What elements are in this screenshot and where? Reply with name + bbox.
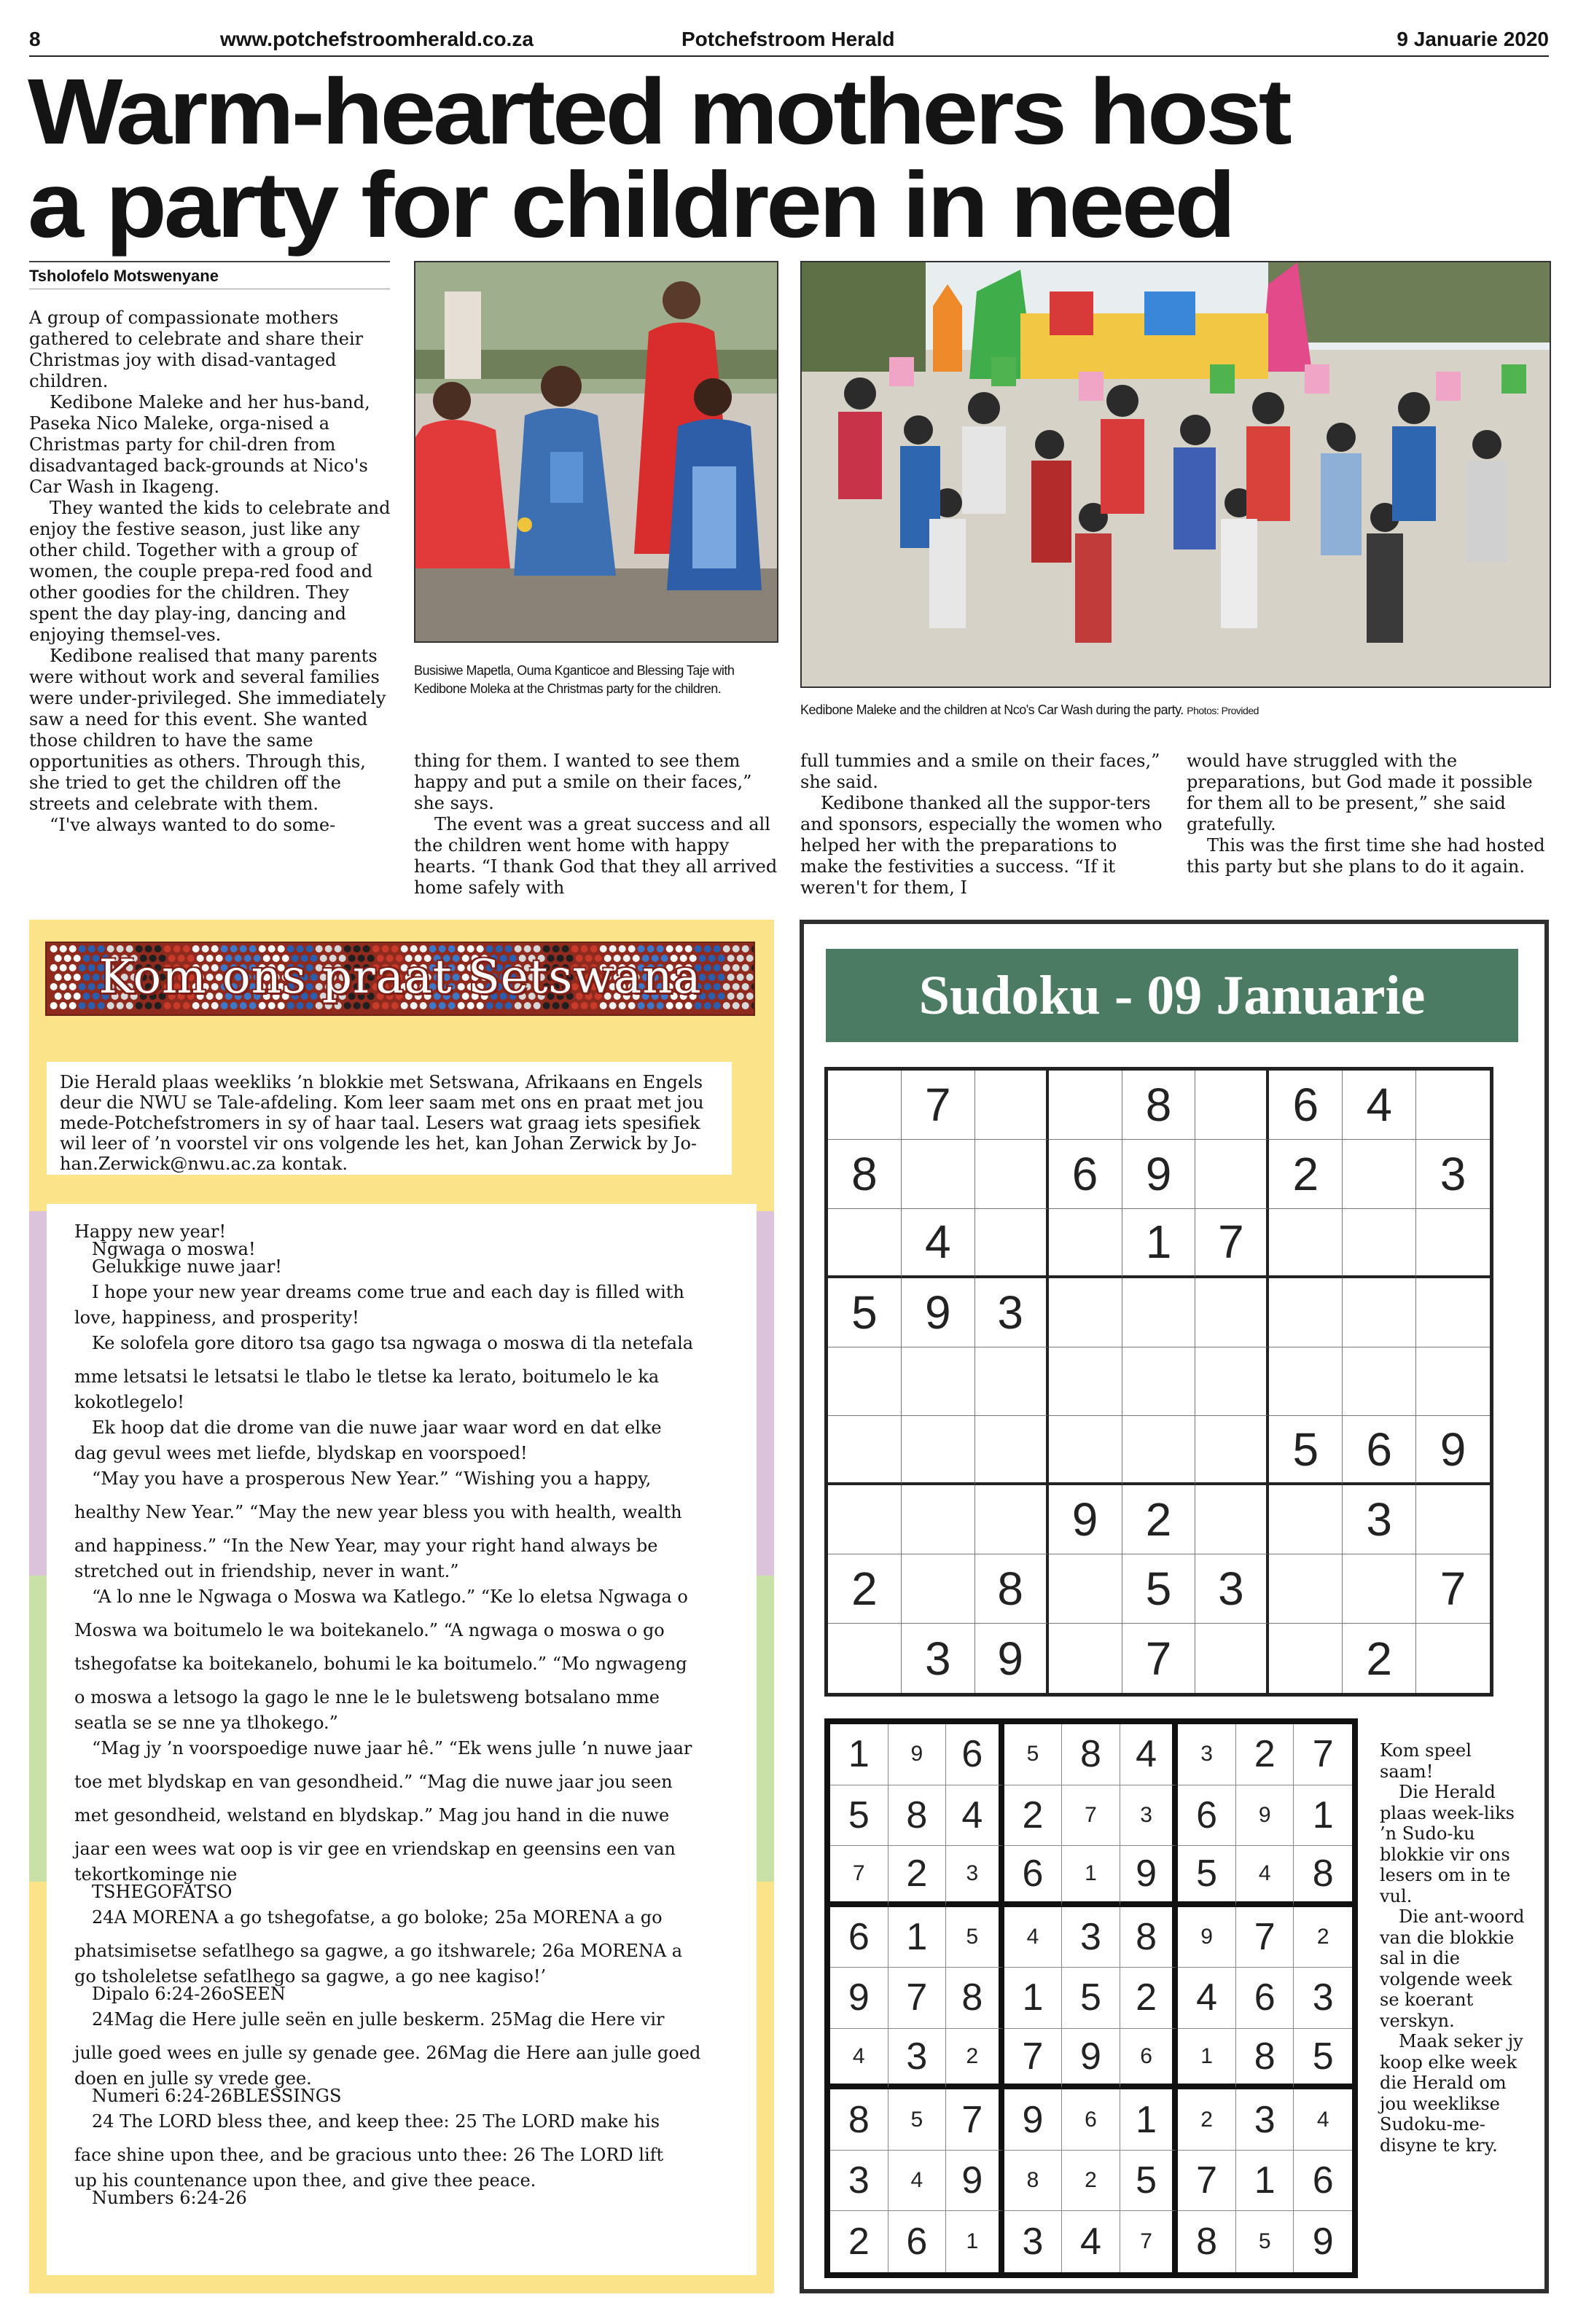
setswana-phrases [47,1204,757,2275]
website-url[interactable]: www.potchefstroomherald.co.za [220,28,534,50]
puzzle-cell[interactable]: 6 [1049,1140,1122,1209]
solution-cell: 3 [1236,2089,1294,2151]
paragraph: “I've always wanted to do some- [50,815,336,835]
phrase-line: Gelukkige nuwe jaar! [92,1256,282,1277]
solution-cell: 6 [888,2211,947,2272]
puzzle-cell[interactable] [1269,1347,1343,1417]
puzzle-cell[interactable] [1343,1347,1416,1417]
solution-cell: 2 [1294,1907,1352,1968]
solution-cell: 4 [1004,1907,1063,1968]
solution-cell: 8 [1178,2211,1236,2272]
solution-cell: 6 [946,1724,1004,1785]
solution-cell: 3 [1294,1968,1352,2029]
puzzle-cell[interactable]: 7 [1416,1554,1490,1624]
phrase-line: “Mag jy ’n voorspoedige nuwe jaar hê.” “Ek wens julle ’n nuwe jaar [92,1738,692,1758]
puzzle-cell[interactable]: 5 [828,1278,902,1347]
puzzle-cell[interactable] [1122,1347,1196,1417]
solution-cell: 1 [830,1724,888,1785]
phrase-line: doen en julle sy vrede gee. [74,2068,312,2089]
puzzle-cell[interactable] [828,1416,902,1485]
phrase-line: 24 The LORD bless thee, and keep thee: 25 The LORD make his [92,2111,660,2132]
puzzle-cell[interactable] [1269,1278,1343,1347]
phrase-line: “A lo nne le Ngwaga o Moswa wa Katlego.” “Ke lo eletsa Ngwaga o [92,1586,688,1607]
phrase-line: Numbers 6:24-26 [92,2188,247,2208]
paragraph: Kedibone Maleke and her hus-band, Paseka Nico Maleke, orga-nised a Christmas party for chil-dren from disadvantaged back-grounds at Nico's Car Wash in Ikageng. [29,392,370,497]
phrase-line: go tsholeletse sefatlhego sa gagwe, a go nee kagiso!’ [74,1966,547,1987]
phrase-line: dag gevul wees met liefde, blydskap en voorspoed! [74,1443,528,1463]
solution-cell: 7 [946,2089,1004,2151]
sudoku-solution-grid [824,1718,1358,2278]
phrase-line: face shine upon thee, and be gracious unto thee: 26 The LORD lift [74,2145,664,2165]
solution-cell: 3 [1178,1724,1236,1785]
solution-cell: 3 [888,2029,947,2090]
puzzle-cell[interactable]: 8 [1122,1071,1196,1140]
puzzle-cell[interactable] [1269,1209,1343,1278]
puzzle-cell[interactable] [1343,1278,1416,1347]
puzzle-cell[interactable]: 7 [902,1071,975,1140]
phrase-line: met gesondheid, welstand en blydskap.” Mag jou hand in die nuwe [74,1805,670,1826]
solution-cell: 5 [888,2089,947,2151]
solution-cell: 7 [1236,1907,1294,1968]
puzzle-cell[interactable] [902,1347,975,1417]
paper-name: Potchefstroom Herald [681,28,895,50]
phrase-line: mme letsatsi le letsatsi le tlabo le tletse ka lerato, boitumelo le ka [74,1366,660,1387]
puzzle-cell[interactable] [1269,1485,1343,1554]
solution-cell: 5 [1062,1968,1120,2029]
puzzle-cell[interactable] [1122,1416,1196,1485]
article-column-1 [29,308,392,836]
headline-line-2: a party for children in need [28,153,1233,257]
puzzle-cell[interactable] [1416,1278,1490,1347]
puzzle-cell[interactable] [1269,1624,1343,1693]
puzzle-cell[interactable] [828,1485,902,1554]
solution-cell: 4 [1294,2089,1352,2151]
photo-children-caption [800,701,1544,720]
solution-cell: 1 [1236,2151,1294,2212]
paragraph: The event was a great success and all the children went home with happy hearts. “I thank God that they all arrived home safely with [414,814,778,898]
solution-cell: 3 [946,1846,1004,1907]
solution-cell: 6 [1004,1846,1063,1907]
solution-cell: 4 [946,1785,1004,1847]
solution-cell: 9 [946,2151,1004,2212]
puzzle-cell[interactable] [1049,1347,1122,1417]
sudoku-title: Sudoku - 09 Januarie [826,949,1518,1042]
solution-cell: 1 [888,1907,947,1968]
puzzle-cell[interactable] [1122,1278,1196,1347]
puzzle-cell[interactable] [975,1347,1049,1417]
puzzle-cell[interactable] [1049,1209,1122,1278]
solution-cell: 3 [1062,1907,1120,1968]
solution-cell: 5 [1178,1846,1236,1907]
photo-children-caption-text: Kedibone Maleke and the children at Nco's Car Wash during the party. [800,703,1184,717]
phrase-line: Happy new year! [74,1221,227,1242]
puzzle-cell[interactable] [902,1416,975,1485]
puzzle-cell[interactable] [1343,1554,1416,1624]
photo-mothers [414,261,778,643]
masthead [29,26,1549,57]
solution-cell: 7 [1062,1785,1120,1847]
setswana-banner [45,942,755,1016]
headline [28,60,1578,257]
phrase-line: tshegofatse ka boitekanelo, bohumi le ka boitumelo.” “Mo ngwageng [74,1654,687,1674]
puzzle-cell[interactable]: 2 [1343,1624,1416,1693]
solution-cell: 3 [830,2151,888,2212]
solution-cell: 5 [1004,1724,1063,1785]
issue-date: 9 Januarie 2020 [1397,28,1549,50]
puzzle-cell[interactable] [1195,1278,1269,1347]
puzzle-cell[interactable]: 4 [1343,1071,1416,1140]
puzzle-cell[interactable] [1195,1416,1269,1485]
setswana-banner-title: Kom ons praat Setswana [98,950,702,1004]
puzzle-cell[interactable] [1049,1624,1122,1693]
puzzle-cell[interactable]: 3 [1195,1554,1269,1624]
puzzle-cell[interactable] [902,1140,975,1209]
puzzle-cell[interactable] [902,1485,975,1554]
puzzle-cell[interactable]: 3 [902,1624,975,1693]
puzzle-cell[interactable] [1416,1347,1490,1417]
blurb-paragraph: Die Herald plaas week-liks ’n Sudo-ku blokkie vir ons lesers om in te vul. [1380,1782,1515,1906]
puzzle-cell[interactable]: 2 [1269,1140,1343,1209]
solution-cell: 6 [1236,1968,1294,2029]
solution-cell: 9 [1178,1907,1236,1968]
puzzle-cell[interactable]: 9 [1122,1140,1196,1209]
puzzle-cell[interactable] [1343,1140,1416,1209]
setswana-lesson-box [29,920,774,2293]
solution-cell: 8 [830,2089,888,2151]
solution-cell: 2 [1004,1785,1063,1847]
solution-cell: 2 [1062,2151,1120,2212]
solution-cell: 2 [946,2029,1004,2090]
puzzle-cell[interactable]: 3 [975,1278,1049,1347]
paragraph: thing for them. I wanted to see them happy and put a smile on their faces,” she says. [414,751,752,813]
phrase-line: Ek hoop dat die drome van die nuwe jaar waar word en dat elke [92,1417,662,1438]
phrase-line: phatsimisetse sefatlhego sa gagwe, a go itshwarele; 26a MORENA a [74,1941,683,1961]
solution-cell: 4 [888,2151,947,2212]
puzzle-cell[interactable]: 2 [1122,1485,1196,1554]
blurb-paragraph: Kom speel saam! [1380,1740,1472,1782]
solution-cell: 9 [1004,2089,1063,2151]
puzzle-cell[interactable] [1416,1071,1490,1140]
solution-cell: 8 [1062,1724,1120,1785]
article-column-3 [800,751,1165,899]
solution-cell: 2 [1120,1968,1179,2029]
phrase-line: tekortkominge nie [74,1864,238,1885]
puzzle-cell[interactable] [1343,1209,1416,1278]
puzzle-cell[interactable]: 6 [1343,1416,1416,1485]
phrase-line: o moswa a letsogo la gago le nne le le buletsweng botsalano mme [74,1687,660,1707]
sudoku-box [800,920,1549,2293]
solution-cell: 5 [1236,2211,1294,2272]
solution-cell: 3 [1120,1785,1179,1847]
solution-cell: 2 [888,1846,947,1907]
solution-cell: 1 [1120,2089,1179,2151]
solution-cell: 8 [1236,2029,1294,2090]
puzzle-cell[interactable]: 1 [1122,1209,1196,1278]
setswana-intro: Die Herald plaas weekliks ’n blokkie met Setswana, Afrikaans en Engels deur die NWU se Tale-afdeling. Kom leer saam met ons en praat met jou mede-Potchefstromers in sy of haar taal. Lesers wat graag iets spesifiek wil leer of ’n voorstel vir ons volgende les het, kan Johan Zerwick by Jo-han.Zerwick@nwu.ac.za kontak. [47,1062,732,1175]
puzzle-cell[interactable] [1195,1624,1269,1693]
solution-cell: 8 [888,1785,947,1847]
solution-cell: 9 [1062,2029,1120,2090]
paragraph: A group of compassionate mothers gathered to celebrate and share their Christmas joy with disad-vantaged children. [29,308,364,391]
phrase-line: up his countenance upon thee, and give thee peace. [74,2170,536,2191]
puzzle-cell[interactable]: 6 [1269,1071,1343,1140]
phrase-line: julle goed wees en julle sy genade gee. 26Mag die Here aan julle goed [74,2043,701,2063]
solution-cell: 4 [1120,1724,1179,1785]
phrase-line: seatla se se nne ya tlhokego.” [74,1713,338,1733]
solution-cell: 1 [1294,1785,1352,1847]
puzzle-cell[interactable]: 9 [1416,1416,1490,1485]
puzzle-cell[interactable] [1195,1485,1269,1554]
solution-cell: 2 [1178,2089,1236,2151]
puzzle-cell[interactable] [975,1416,1049,1485]
puzzle-cell[interactable] [1269,1554,1343,1624]
solution-cell: 6 [1120,2029,1179,2090]
solution-cell: 4 [1178,1968,1236,2029]
solution-cell: 1 [1178,2029,1236,2090]
byline: Tsholofelo Motswenyane [29,261,390,289]
puzzle-cell[interactable] [975,1140,1049,1209]
article-column-4 [1187,751,1551,877]
puzzle-cell[interactable] [1416,1209,1490,1278]
puzzle-cell[interactable] [902,1554,975,1624]
solution-cell: 7 [1178,2151,1236,2212]
photo-children [800,261,1551,688]
solution-cell: 6 [1062,2089,1120,2151]
phrase-line: Ke solofela gore ditoro tsa gago tsa ngwaga o moswa di tla netefala [92,1333,694,1353]
phrase-line: stretched out in friendship, never in want.” [74,1561,459,1581]
solution-cell: 2 [1236,1724,1294,1785]
solution-cell: 1 [946,2211,1004,2272]
puzzle-cell[interactable] [1195,1140,1269,1209]
solution-cell: 5 [830,1785,888,1847]
puzzle-cell[interactable] [975,1209,1049,1278]
solution-cell: 2 [830,2211,888,2272]
solution-cell: 9 [1312,2221,1334,2264]
blurb-paragraph: Die ant-woord van die blokkie sal in die volgende week se koerant verskyn. [1380,1906,1525,2031]
photo-credit: Photos: Provided [1187,705,1259,716]
solution-cell: 9 [830,1968,888,2029]
puzzle-cell[interactable] [828,1624,902,1693]
solution-cell: 8 [1120,1907,1179,1968]
puzzle-cell[interactable]: 9 [975,1624,1049,1693]
headline-line-1: Warm-hearted mothers host [28,60,1289,164]
puzzle-cell[interactable] [1195,1071,1269,1140]
solution-cell: 6 [830,1907,888,1968]
sudoku-blurb [1380,1740,1526,2156]
paragraph: This was the first time she had hosted this party but she plans to do it again. [1187,835,1545,877]
phrase-line: healthy New Year.” “May the new year bless you with health, wealth [74,1502,682,1522]
puzzle-cell[interactable]: 7 [1122,1624,1196,1693]
solution-cell: 7 [1294,1724,1352,1785]
phrase-line: Moswa wa boitumelo le wa boitekanelo.” “A ngwaga o moswa o go [74,1620,665,1640]
paragraph: Kedibone realised that many parents were without work and several families were under-privileged. She immediately saw a need for this event. She wanted those children to have the same opportunities as others. Through this, she tried to get the children off the streets and celebrate with them. [29,646,386,814]
puzzle-cell[interactable]: 5 [1122,1554,1196,1624]
puzzle-cell[interactable] [1195,1347,1269,1417]
puzzle-cell[interactable]: 3 [1343,1485,1416,1554]
puzzle-cell[interactable] [975,1485,1049,1554]
solution-cell: 6 [1294,2151,1352,2212]
photo-mothers-image [415,262,777,641]
paragraph: full tummies and a smile on their faces,” she said. [800,751,1160,792]
phrase-line: “May you have a prosperous New Year.” “Wishing you a happy, [92,1468,652,1489]
puzzle-cell[interactable]: 8 [975,1554,1049,1624]
solution-cell: 8 [946,1968,1004,2029]
solution-cell: 5 [1120,2151,1179,2212]
puzzle-cell[interactable]: 3 [1416,1140,1490,1209]
solution-cell: 7 [888,1968,947,2029]
solution-cell: 4 [830,2029,888,2090]
phrase-line: Numeri 6:24-26BLESSINGS [92,2086,342,2106]
phrase-line: and happiness.” “In the New Year, may your right hand always be [74,1535,658,1556]
solution-cell: 8 [1294,1846,1352,1907]
puzzle-cell[interactable] [828,1209,902,1278]
paragraph: Kedibone thanked all the suppor-ters and sponsors, especially the women who helped her with the preparations to make the festivities a success. “If it weren't for them, I [800,793,1163,898]
phrase-line: 24Mag die Here julle seën en julle beskerm. 25Mag die Here vir [92,2009,665,2030]
solution-cell: 5 [1294,2029,1352,2090]
blurb-paragraph: Maak seker jy koop elke week die Herald om jou weeklikse Sudoku-me-disyne te kry. [1380,2031,1523,2156]
solution-cell: 3 [1004,2211,1063,2272]
sudoku-puzzle-grid[interactable] [824,1067,1493,1697]
phrase-line: toe met blydskap en van gesondheid.” “Mag die nuwe jaar jou seen [74,1772,673,1792]
puzzle-cell[interactable]: 9 [902,1278,975,1347]
puzzle-cell[interactable] [1416,1624,1490,1693]
puzzle-cell[interactable] [1049,1416,1122,1485]
solution-cell: 1 [1062,1846,1120,1907]
solution-cell: 7 [830,1846,888,1907]
solution-cell: 7 [1004,2029,1063,2090]
phrase-line: love, happiness, and prosperity! [74,1307,359,1328]
puzzle-cell[interactable]: 8 [828,1140,902,1209]
phrase-line: Dipalo 6:24-26oSEEN [92,1984,286,2004]
phrase-line: kokotlegelo! [74,1392,184,1412]
puzzle-cell[interactable] [1049,1554,1122,1624]
puzzle-cell[interactable] [1416,1485,1490,1554]
photo-children-image [802,262,1550,686]
solution-cell: 4 [1062,2211,1120,2272]
puzzle-cell[interactable]: 5 [1269,1416,1343,1485]
solution-cell: 4 [1236,1846,1294,1907]
puzzle-cell[interactable]: 2 [828,1554,902,1624]
phrase-line: TSHEGOFATSO [92,1882,233,1902]
article-column-2 [414,751,778,899]
puzzle-cell[interactable] [975,1071,1049,1140]
solution-cell: 1 [1004,1968,1063,2029]
puzzle-cell[interactable] [1049,1278,1122,1347]
phrase-line: I hope your new year dreams come true and each day is filled with [92,1282,684,1302]
solution-cell: 7 [1120,2211,1179,2272]
phrase-line: jaar een wees wat oop is vir gee en vriendskap en geensins een van [74,1839,676,1859]
puzzle-cell[interactable]: 4 [902,1209,975,1278]
solution-cell: 6 [1178,1785,1236,1847]
phrase-line: 24A MORENA a go tshegofatse, a go boloke; 25a MORENA a go [92,1907,663,1928]
photo-mothers-caption: Busisiwe Mapetla, Ouma Kganticoe and Blessing Taje with Kedibone Moleka at the Christmas party for the children. [414,663,735,696]
page-number: 8 [29,28,41,50]
puzzle-cell[interactable] [828,1347,902,1417]
solution-cell: 9 [888,1724,947,1785]
solution-cell: 5 [946,1907,1004,1968]
puzzle-cell[interactable]: 9 [1049,1485,1122,1554]
puzzle-cell[interactable] [828,1071,902,1140]
solution-cell: 9 [1236,1785,1294,1847]
solution-cell: 9 [1120,1846,1179,1907]
puzzle-cell[interactable] [1049,1071,1122,1140]
paragraph: would have struggled with the preparations, but God made it possible for them all to be present,” she said gratefully. [1187,751,1533,834]
paragraph: They wanted the kids to celebrate and enjoy the festive season, just like any other child. Together with a group of women, the couple prepa-red food and other goodies for the children. They spent the day play-ing, dancing and enjoying themsel-ves. [29,498,391,645]
puzzle-cell[interactable]: 7 [1195,1209,1269,1278]
solution-cell: 8 [1004,2151,1063,2212]
phrase-line: Ngwaga o moswa! [92,1239,256,1259]
